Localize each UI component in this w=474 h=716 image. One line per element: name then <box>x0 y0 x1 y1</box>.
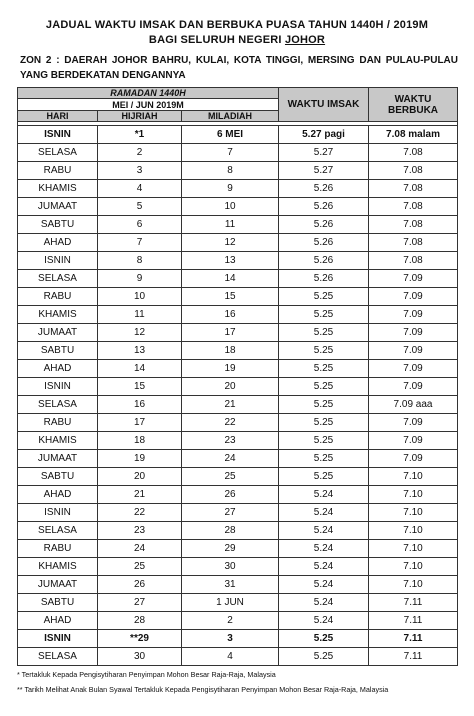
cell-hari: JUMAAT <box>18 198 98 216</box>
cell-berbuka: 7.08 <box>369 234 458 252</box>
cell-miladiah: 30 <box>182 558 279 576</box>
cell-berbuka: 7.10 <box>369 540 458 558</box>
cell-hijriah: 2 <box>98 144 182 162</box>
cell-hijriah: 18 <box>98 432 182 450</box>
cell-imsak: 5.25 <box>279 306 369 324</box>
cell-hari: RABU <box>18 288 98 306</box>
cell-imsak: 5.26 <box>279 234 369 252</box>
cell-imsak: 5.24 <box>279 612 369 630</box>
table-row <box>18 414 458 432</box>
table-row <box>18 630 458 648</box>
table-row <box>18 306 458 324</box>
cell-miladiah: 15 <box>182 288 279 306</box>
cell-berbuka: 7.10 <box>369 576 458 594</box>
cell-miladiah: 3 <box>182 630 279 648</box>
cell-berbuka: 7.11 <box>369 630 458 648</box>
cell-berbuka: 7.10 <box>369 558 458 576</box>
cell-hijriah: **29 <box>98 630 182 648</box>
table-row <box>18 522 458 540</box>
state-name: JOHOR <box>284 34 326 46</box>
cell-hijriah: 23 <box>98 522 182 540</box>
cell-hari: KHAMIS <box>18 432 98 450</box>
cell-berbuka: 7.09 <box>369 306 458 324</box>
cell-miladiah: 17 <box>182 324 279 342</box>
cell-hijriah: 24 <box>98 540 182 558</box>
header-imsak: WAKTU IMSAK <box>279 88 369 122</box>
cell-imsak: 5.27 <box>279 144 369 162</box>
cell-berbuka: 7.09 <box>369 324 458 342</box>
table-row <box>18 234 458 252</box>
cell-miladiah: 28 <box>182 522 279 540</box>
cell-hari: ISNIN <box>18 504 98 522</box>
table-row <box>18 360 458 378</box>
cell-hijriah: 30 <box>98 648 182 666</box>
cell-miladiah: 10 <box>182 198 279 216</box>
cell-miladiah: 11 <box>182 216 279 234</box>
cell-berbuka: 7.10 <box>369 522 458 540</box>
cell-hari: ISNIN <box>18 378 98 396</box>
cell-hijriah: 28 <box>98 612 182 630</box>
header-ramadan: RAMADAN 1440H <box>18 88 279 99</box>
footnote-double-asterisk: ** Tarikh Melihat Anak Bulan Syawal Tertakluk Kepada Pengisytiharan Penyimpan Mohon Besar Raja-Raja, Malaysia <box>17 685 389 694</box>
cell-berbuka: 7.08 <box>369 216 458 234</box>
header-hari: HARI <box>18 111 98 122</box>
cell-imsak: 5.25 <box>279 450 369 468</box>
cell-miladiah: 29 <box>182 540 279 558</box>
table-row <box>18 216 458 234</box>
cell-miladiah: 22 <box>182 414 279 432</box>
cell-imsak: 5.26 <box>279 216 369 234</box>
cell-miladiah: 18 <box>182 342 279 360</box>
cell-hijriah: 4 <box>98 180 182 198</box>
cell-hari: JUMAAT <box>18 324 98 342</box>
table-row <box>18 144 458 162</box>
cell-hijriah: 19 <box>98 450 182 468</box>
cell-imsak: 5.24 <box>279 522 369 540</box>
cell-miladiah: 16 <box>182 306 279 324</box>
timetable <box>17 87 458 666</box>
cell-miladiah: 23 <box>182 432 279 450</box>
cell-berbuka: 7.09 <box>369 414 458 432</box>
cell-miladiah: 31 <box>182 576 279 594</box>
table-row <box>18 486 458 504</box>
cell-imsak: 5.24 <box>279 486 369 504</box>
cell-imsak: 5.25 <box>279 378 369 396</box>
cell-berbuka: 7.09 <box>369 378 458 396</box>
cell-imsak: 5.25 <box>279 648 369 666</box>
cell-hijriah: 16 <box>98 396 182 414</box>
cell-hari: KHAMIS <box>18 306 98 324</box>
cell-hijriah: 3 <box>98 162 182 180</box>
cell-hari: AHAD <box>18 612 98 630</box>
table-row <box>18 612 458 630</box>
cell-hijriah: 22 <box>98 504 182 522</box>
cell-hijriah: 14 <box>98 360 182 378</box>
cell-imsak: 5.25 <box>279 414 369 432</box>
table-row <box>18 252 458 270</box>
cell-berbuka: 7.10 <box>369 486 458 504</box>
cell-berbuka: 7.09 <box>369 288 458 306</box>
cell-berbuka: 7.08 <box>369 180 458 198</box>
header-miladiah: MILADIAH <box>182 111 279 122</box>
cell-imsak: 5.25 <box>279 432 369 450</box>
table-row <box>18 180 458 198</box>
cell-hari: ISNIN <box>18 126 98 144</box>
cell-imsak: 5.26 <box>279 270 369 288</box>
cell-hijriah: 21 <box>98 486 182 504</box>
cell-hari: RABU <box>18 162 98 180</box>
table-row <box>18 288 458 306</box>
cell-berbuka: 7.09 aaa <box>369 396 458 414</box>
cell-miladiah: 9 <box>182 180 279 198</box>
cell-berbuka: 7.08 <box>369 198 458 216</box>
subtitle-prefix: BAGI SELURUH NEGERI <box>148 34 282 46</box>
cell-hari: JUMAAT <box>18 450 98 468</box>
cell-imsak: 5.25 <box>279 396 369 414</box>
table-row <box>18 594 458 612</box>
cell-berbuka: 7.11 <box>369 612 458 630</box>
cell-hijriah: 20 <box>98 468 182 486</box>
cell-hijriah: 10 <box>98 288 182 306</box>
cell-imsak: 5.24 <box>279 504 369 522</box>
cell-imsak: 5.25 <box>279 630 369 648</box>
cell-miladiah: 21 <box>182 396 279 414</box>
table-row <box>18 378 458 396</box>
table-row <box>18 162 458 180</box>
cell-hari: JUMAAT <box>18 576 98 594</box>
cell-miladiah: 13 <box>182 252 279 270</box>
cell-imsak: 5.25 <box>279 468 369 486</box>
cell-miladiah: 8 <box>182 162 279 180</box>
cell-berbuka: 7.08 <box>369 252 458 270</box>
cell-hijriah: 12 <box>98 324 182 342</box>
cell-hijriah: 25 <box>98 558 182 576</box>
cell-hari: SELASA <box>18 144 98 162</box>
cell-hari: KHAMIS <box>18 558 98 576</box>
table-row <box>18 324 458 342</box>
cell-hari: SELASA <box>18 270 98 288</box>
cell-hijriah: 9 <box>98 270 182 288</box>
cell-berbuka: 7.11 <box>369 594 458 612</box>
cell-berbuka: 7.09 <box>369 450 458 468</box>
cell-hari: SABTU <box>18 468 98 486</box>
cell-hijriah: 26 <box>98 576 182 594</box>
cell-hijriah: 7 <box>98 234 182 252</box>
cell-berbuka: 7.10 <box>369 504 458 522</box>
table-row <box>18 540 458 558</box>
cell-miladiah: 14 <box>182 270 279 288</box>
cell-imsak: 5.26 <box>279 252 369 270</box>
cell-hari: SABTU <box>18 216 98 234</box>
cell-berbuka: 7.08 <box>369 144 458 162</box>
cell-berbuka: 7.11 <box>369 648 458 666</box>
cell-imsak: 5.27 <box>279 162 369 180</box>
cell-hari: ISNIN <box>18 252 98 270</box>
cell-imsak: 5.24 <box>279 540 369 558</box>
cell-imsak: 5.26 <box>279 198 369 216</box>
cell-hijriah: 17 <box>98 414 182 432</box>
document-subtitle <box>0 34 474 46</box>
header-berbuka: WAKTU BERBUKA <box>369 88 458 122</box>
cell-hari: ISNIN <box>18 630 98 648</box>
table-row <box>18 468 458 486</box>
cell-hari: SELASA <box>18 396 98 414</box>
cell-miladiah: 19 <box>182 360 279 378</box>
table-row <box>18 504 458 522</box>
table-row <box>18 648 458 666</box>
cell-imsak: 5.24 <box>279 594 369 612</box>
cell-miladiah: 2 <box>182 612 279 630</box>
cell-hari: AHAD <box>18 486 98 504</box>
cell-imsak: 5.25 <box>279 360 369 378</box>
cell-berbuka: 7.09 <box>369 342 458 360</box>
table-row <box>18 432 458 450</box>
table-row <box>18 396 458 414</box>
table-row <box>18 450 458 468</box>
cell-hijriah: 15 <box>98 378 182 396</box>
zone-description: ZON 2 : DAERAH JOHOR BAHRU, KULAI, KOTA TINGGI, MERSING DAN PULAU-PULAU YANG BERDEKATAN DENGANNYA <box>20 55 458 81</box>
document-title: JADUAL WAKTU IMSAK DAN BERBUKA PUASA TAHUN 1440H / 2019M <box>45 19 429 31</box>
table-row <box>18 198 458 216</box>
cell-berbuka: 7.09 <box>369 432 458 450</box>
cell-hari: RABU <box>18 540 98 558</box>
cell-miladiah: 4 <box>182 648 279 666</box>
cell-hijriah: 8 <box>98 252 182 270</box>
table-row <box>18 576 458 594</box>
cell-miladiah: 25 <box>182 468 279 486</box>
table-row <box>18 270 458 288</box>
table-row <box>18 126 458 144</box>
cell-hijriah: 6 <box>98 216 182 234</box>
table-row <box>18 342 458 360</box>
cell-miladiah: 1 JUN <box>182 594 279 612</box>
cell-hijriah: *1 <box>98 126 182 144</box>
cell-miladiah: 27 <box>182 504 279 522</box>
header-month: MEI / JUN 2019M <box>18 99 279 111</box>
cell-berbuka: 7.08 <box>369 162 458 180</box>
cell-hari: SELASA <box>18 648 98 666</box>
cell-hari: AHAD <box>18 360 98 378</box>
cell-imsak: 5.24 <box>279 576 369 594</box>
cell-imsak: 5.27 pagi <box>279 126 369 144</box>
cell-berbuka: 7.10 <box>369 468 458 486</box>
cell-hari: SABTU <box>18 594 98 612</box>
cell-imsak: 5.25 <box>279 342 369 360</box>
cell-imsak: 5.25 <box>279 324 369 342</box>
cell-hari: KHAMIS <box>18 180 98 198</box>
cell-hijriah: 27 <box>98 594 182 612</box>
header-hijriah: HIJRIAH <box>98 111 182 122</box>
footnote-single-asterisk: * Tertakluk Kepada Pengisytiharan Penyimpan Mohon Besar Raja-Raja, Malaysia <box>17 670 276 679</box>
cell-imsak: 5.24 <box>279 558 369 576</box>
cell-miladiah: 7 <box>182 144 279 162</box>
cell-berbuka: 7.09 <box>369 270 458 288</box>
cell-imsak: 5.26 <box>279 180 369 198</box>
table-row <box>18 558 458 576</box>
cell-imsak: 5.25 <box>279 288 369 306</box>
cell-hari: AHAD <box>18 234 98 252</box>
cell-miladiah: 20 <box>182 378 279 396</box>
cell-hari: RABU <box>18 414 98 432</box>
cell-miladiah: 12 <box>182 234 279 252</box>
cell-miladiah: 24 <box>182 450 279 468</box>
cell-miladiah: 26 <box>182 486 279 504</box>
cell-miladiah: 6 MEI <box>182 126 279 144</box>
cell-hari: SABTU <box>18 342 98 360</box>
cell-berbuka: 7.08 malam <box>369 126 458 144</box>
cell-berbuka: 7.09 <box>369 360 458 378</box>
cell-hijriah: 13 <box>98 342 182 360</box>
cell-hijriah: 5 <box>98 198 182 216</box>
cell-hijriah: 11 <box>98 306 182 324</box>
cell-hari: SELASA <box>18 522 98 540</box>
